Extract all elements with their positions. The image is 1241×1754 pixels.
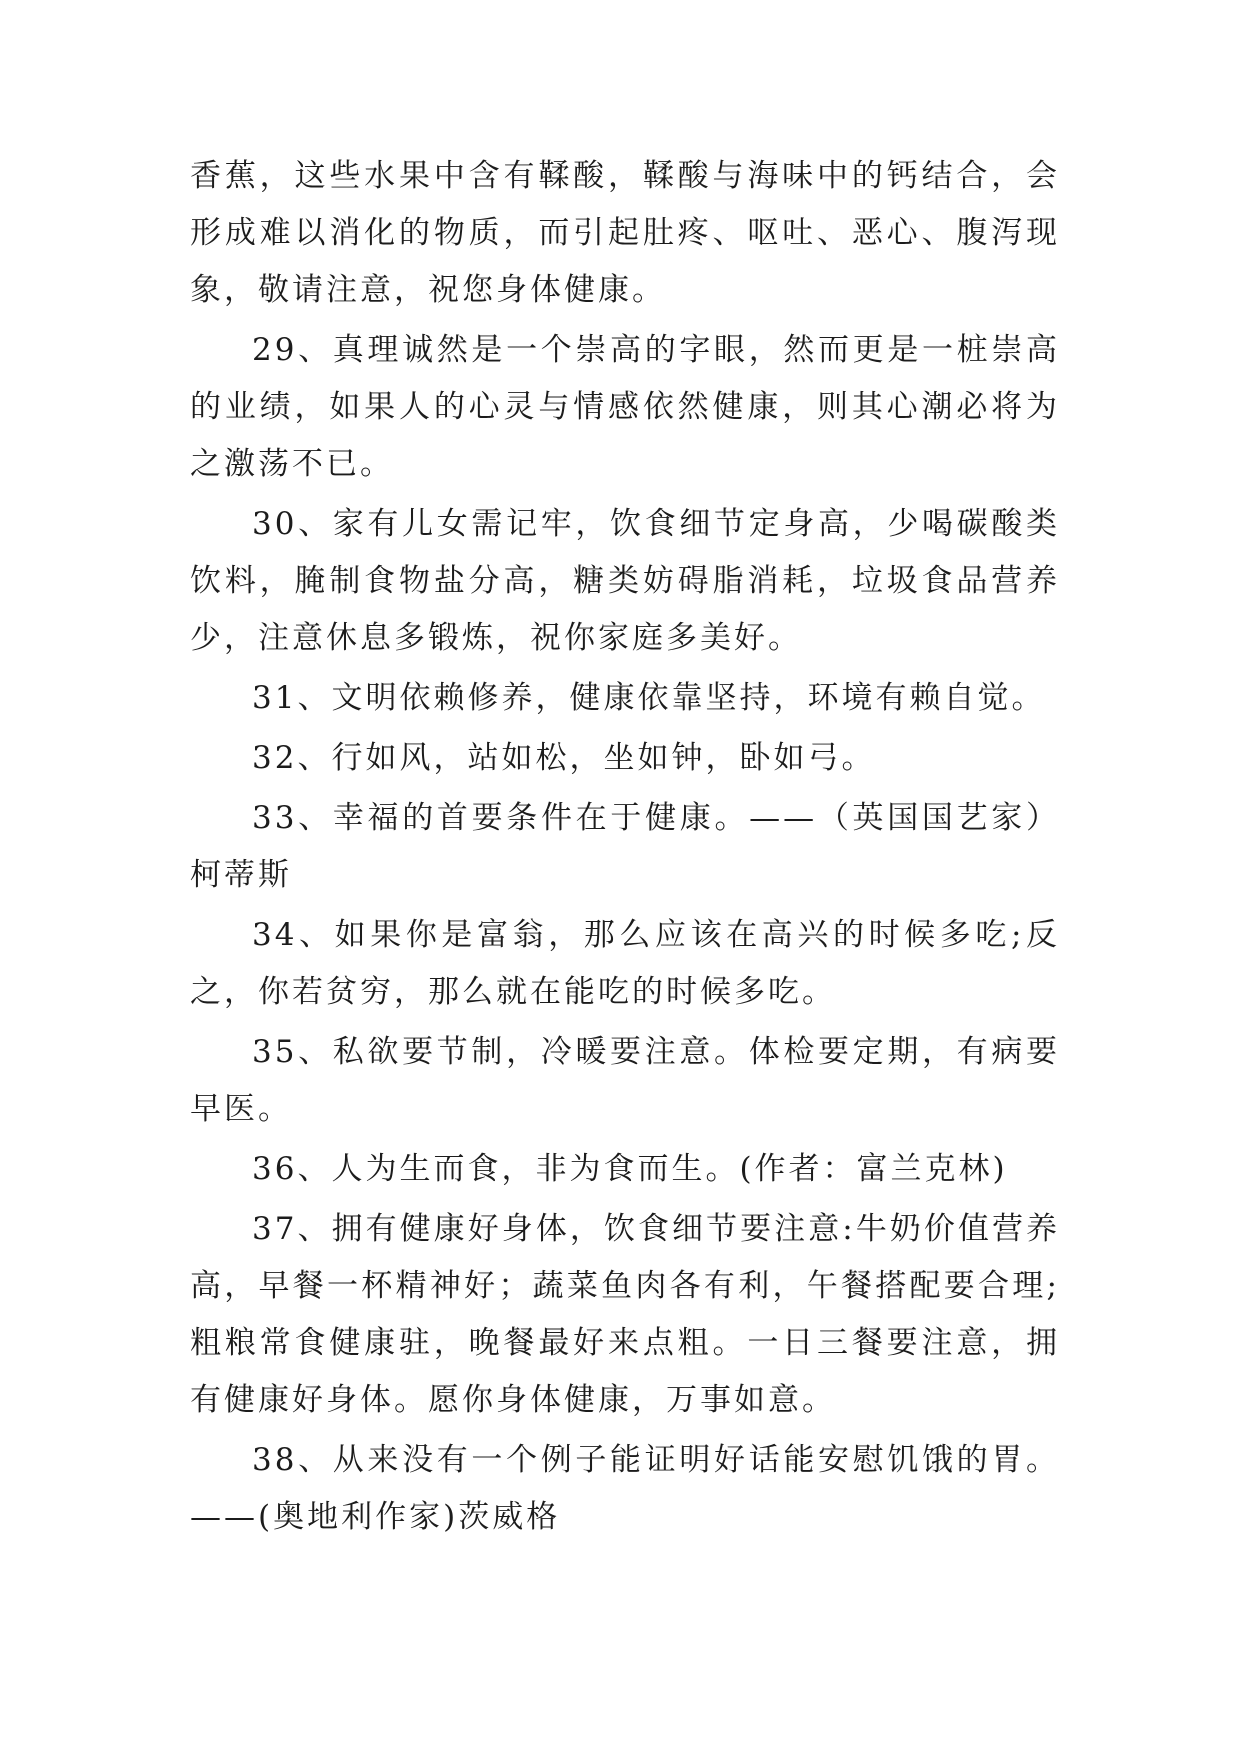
paragraph-37: 37、拥有健康好身体，饮食细节要注意:牛奶价值营养高，早餐一杯精神好；蔬菜鱼肉各有利，午餐搭配要合理;粗粮常食健康驻，晚餐最好来点粗。一日三餐要注意，拥有健康好身体。愿你身体健康，万事如意。 — [190, 1211, 1060, 1418]
paragraph-35: 35、私欲要节制，冷暖要注意。体检要定期，有病要早医。 — [190, 1034, 1060, 1127]
paragraph-31: 31、文明依赖修养，健康依靠坚持，环境有赖自觉。 — [252, 680, 1046, 716]
paragraph-38: 38、从来没有一个例子能证明好话能安慰饥饿的胃。——(奥地利作家)茨威格 — [190, 1442, 1060, 1535]
paragraph-30: 30、家有儿女需记牢，饮食细节定身高，少喝碳酸类饮料，腌制食物盐分高，糖类妨碍脂消耗，垃圾食品营养少，注意休息多锻炼，祝你家庭多美好。 — [190, 506, 1060, 656]
paragraph-29: 29、真理诚然是一个崇高的字眼，然而更是一桩崇高的业绩，如果人的心灵与情感依然健康，则其心潮必将为之激荡不已。 — [190, 332, 1060, 482]
paragraph-33: 33、幸福的首要条件在于健康。——（英国国艺家）柯蒂斯 — [190, 800, 1060, 893]
paragraph-continued: 香蕉，这些水果中含有鞣酸，鞣酸与海味中的钙结合，会形成难以消化的物质，而引起肚疼、呕吐、恶心、腹泻现象，敬请注意，祝您身体健康。 — [190, 158, 1060, 308]
paragraph-34: 34、如果你是富翁，那么应该在高兴的时候多吃;反之，你若贫穷，那么就在能吃的时候多吃。 — [190, 917, 1060, 1010]
document-page — [190, 148, 1060, 1546]
paragraph-32: 32、行如风，站如松，坐如钟，卧如弓。 — [252, 740, 876, 776]
paragraph-36: 36、人为生而食，非为食而生。(作者：富兰克林) — [252, 1151, 1008, 1187]
